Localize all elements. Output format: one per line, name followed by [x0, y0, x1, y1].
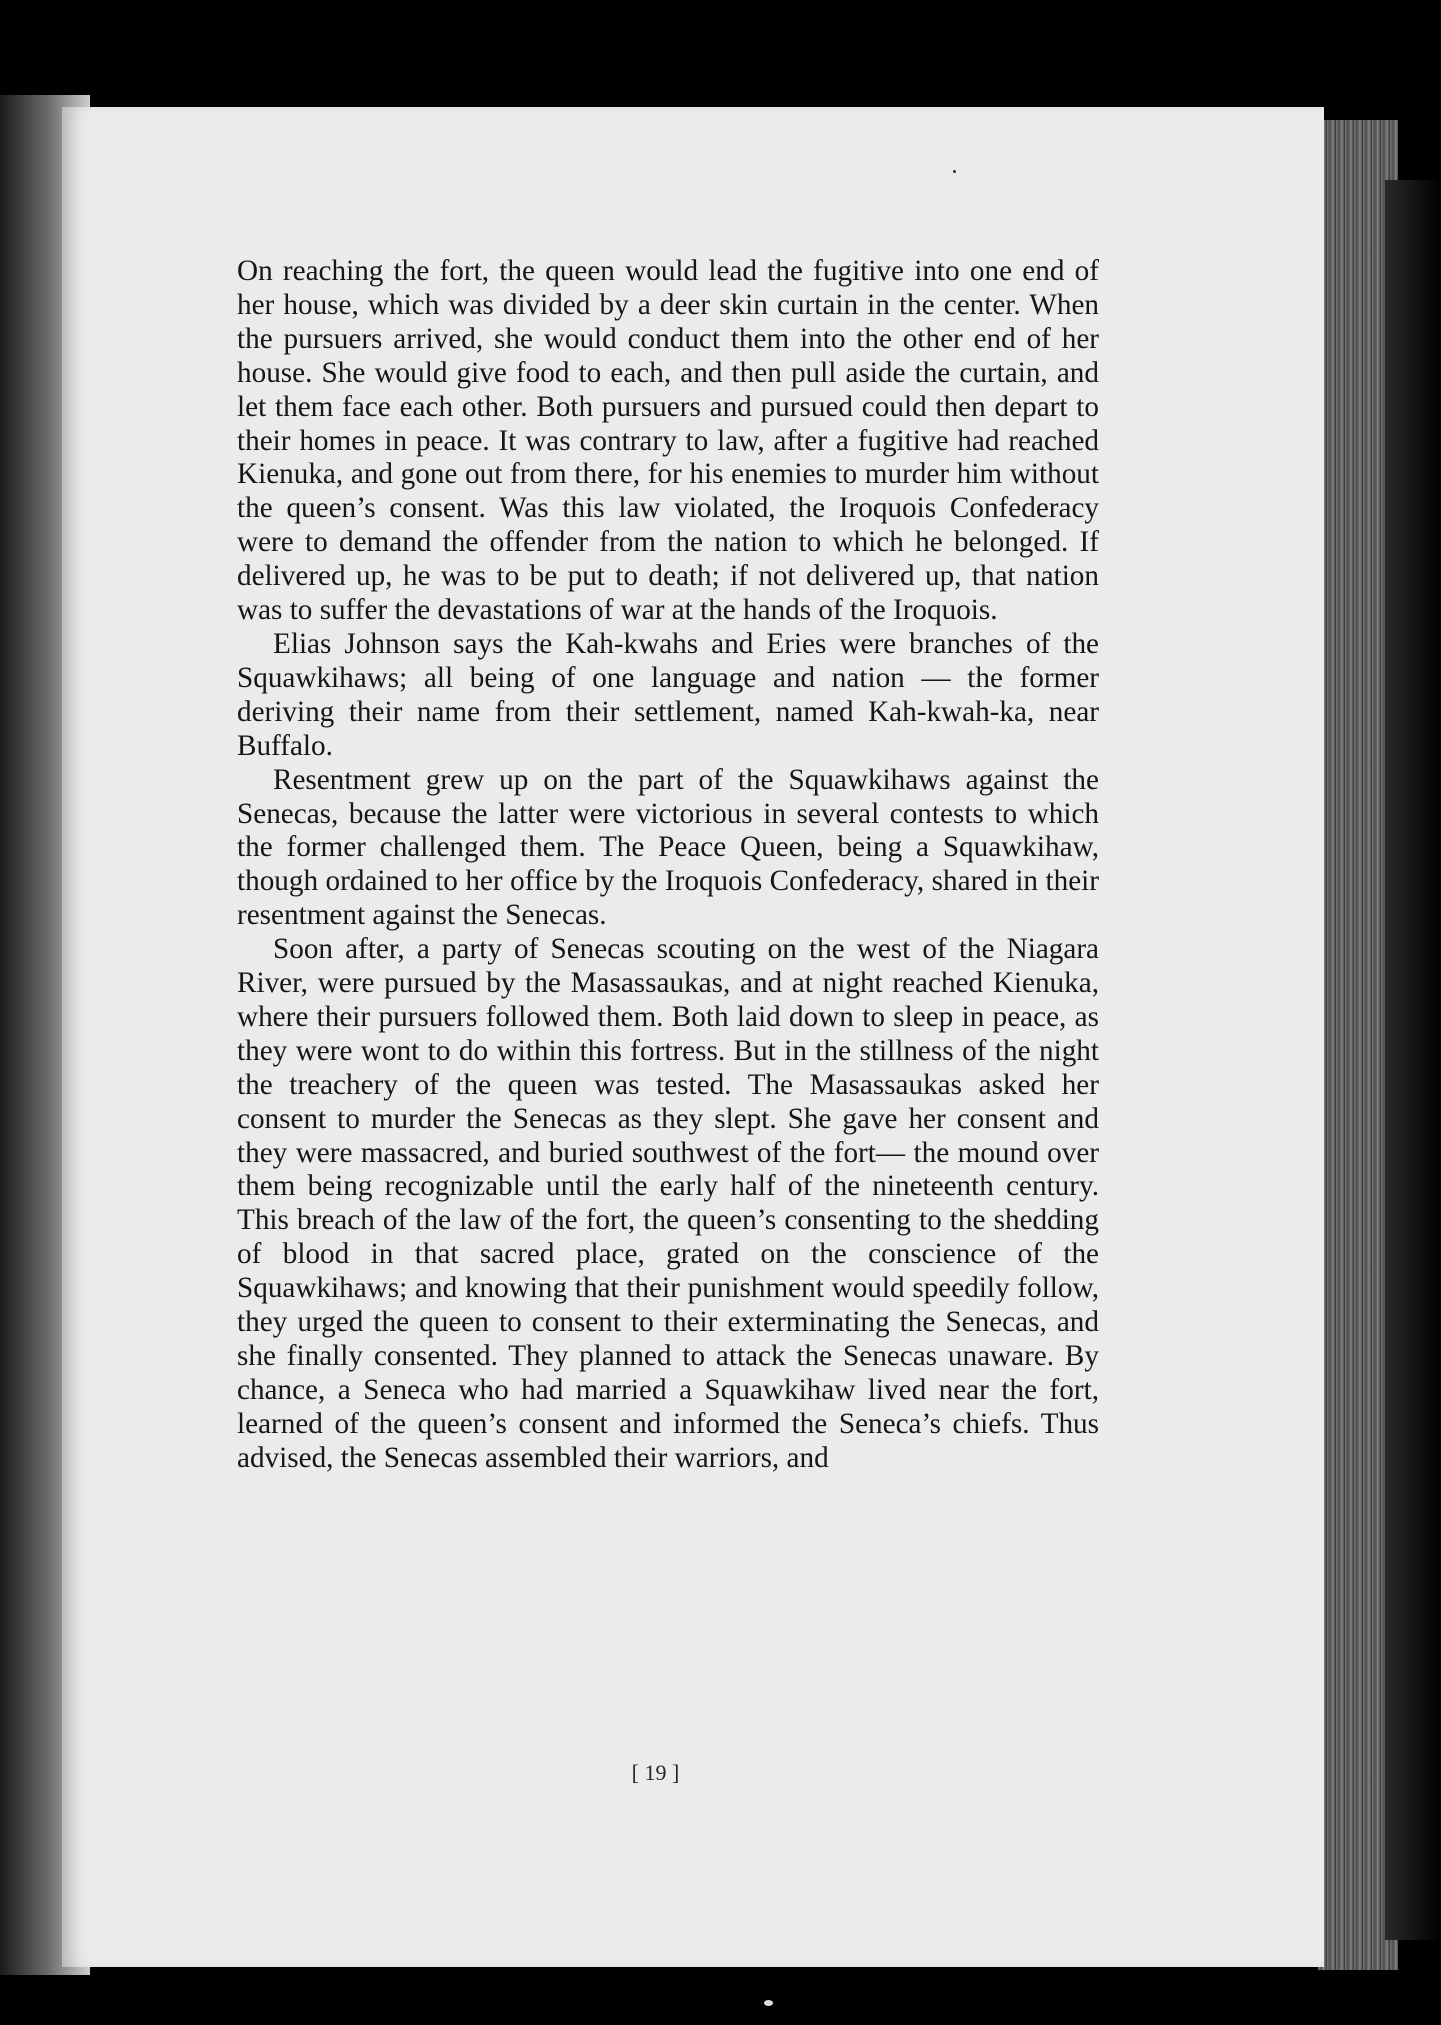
paragraph: On reaching the fort, the queen would lead the fugitive into one end of her house, which was divided by a deer skin curtain in the center. When the pursuers arrived, she would conduct them into the other end of her house. She would give food to each, and then pull aside the curtain, and let them face each other. Both pursuers and pursued could then depart to their homes in peace. It was contrary to law, after a fugitive had reached Kienuka, and gone out from there, for his enemies to murder him without the queen’s consent. Was this law violated, the Iroquois Confederacy were to demand the offender from the nation to which he belonged. If delivered up, he was to be put to death; if not delivered up, that nation was to suffer the devastations of war at the hands of the Iroquois. — [237, 255, 1099, 627]
body-text — [237, 255, 1099, 1476]
dust-speck — [953, 170, 956, 173]
paragraph: Resentment grew up on the part of the Squawkihaws against the Senecas, because the latter were victorious in several contests to which the former challenged them. The Peace Queen, being a Squawkihaw, though ordained to her office by the Iroquois Confederacy, shared in their resentment against the Senecas. — [237, 763, 1099, 932]
paragraph: Elias Johnson says the Kah-kwahs and Eries were branches of the Squawkihaws; all being of one language and nation — the former deriving their name from their settlement, named Kah-kwah-ka, near Buffalo. — [237, 627, 1099, 762]
dust-speck — [764, 2000, 773, 2006]
page-number: [ 19 ] — [631, 1760, 680, 1785]
page-edge-shadow — [1385, 180, 1441, 1940]
paragraph: Soon after, a party of Senecas scouting on the west of the Niagara River, were pursued by the Masassaukas, and at night reached Kienuka, where their pursuers followed them. Both laid down to sleep in peace, as they were wont to do within this fortress. But in the stillness of the night the treachery of the queen was tested. The Masassaukas asked her consent to murder the Senecas as they slept. She gave her consent and they were massacred, and buried southwest of the fort— the mound over them being recognizable until the early half of the nineteenth century. This breach of the law of the fort, the queen’s consenting to the shedding of blood in that sacred place, grated on the conscience of the Squawkihaws; and knowing that their punishment would speedily follow, they urged the queen to consent to their exterminating the Senecas, and she finally consented. They planned to attack the Senecas unaware. By chance, a Seneca who had married a Squawkihaw lived near the fort, learned of the queen’s consent and informed the Seneca’s chiefs. Thus advised, the Senecas assembled their warriors, and — [237, 933, 1099, 1474]
